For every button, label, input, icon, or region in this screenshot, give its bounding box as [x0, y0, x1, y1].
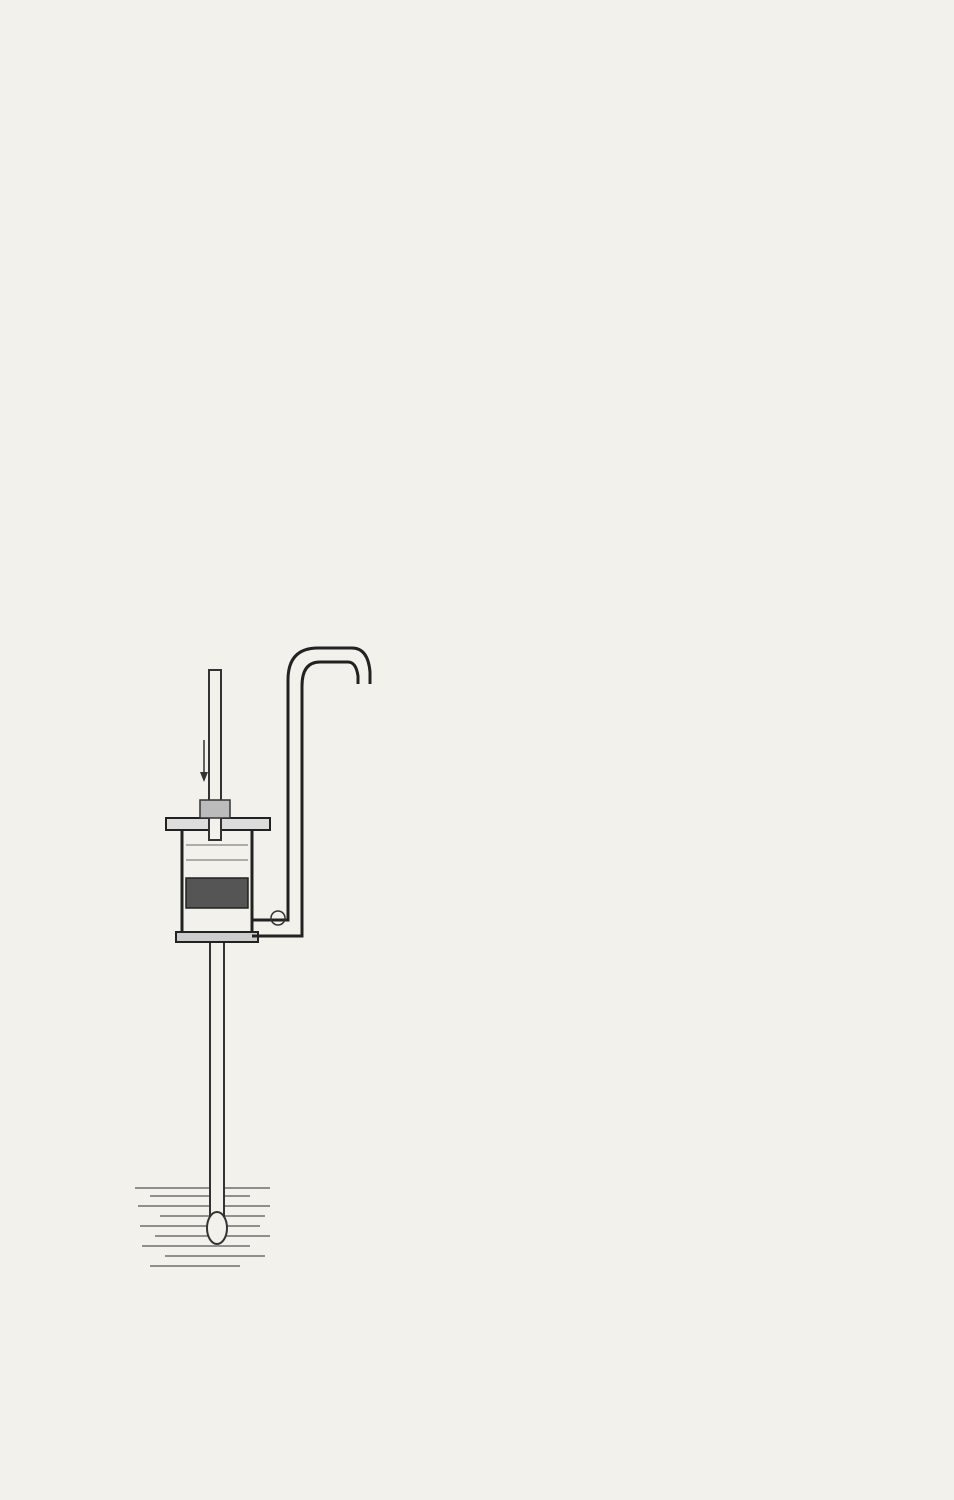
rod-guide — [200, 800, 230, 818]
suction-pipe — [210, 938, 224, 1220]
cylinder-base — [176, 932, 258, 942]
delivery-pipe — [252, 648, 370, 920]
water-hatching — [135, 1188, 270, 1266]
pump-figure — [130, 640, 430, 1280]
piston — [186, 878, 248, 908]
pipe-bulb — [207, 1212, 227, 1244]
